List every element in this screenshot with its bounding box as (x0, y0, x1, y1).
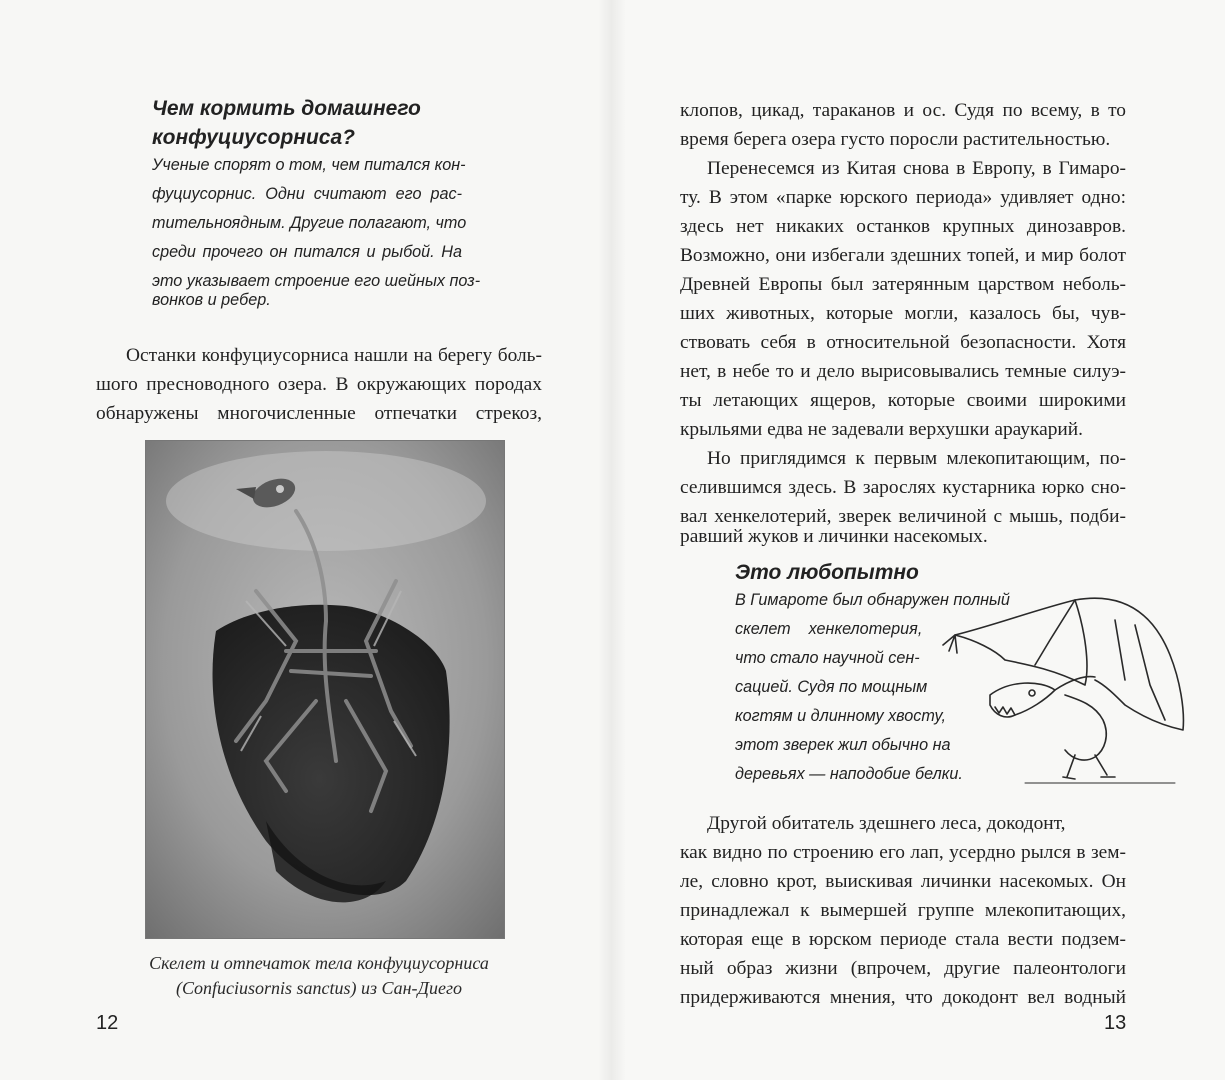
body-text-line: ших животных, которые могли, казалось бы, чув- (680, 303, 1126, 324)
body-text-line: обнаружены многочисленные отпечатки стрекоз, (96, 403, 542, 424)
pterosaur-drawing (935, 585, 1190, 790)
body-text-line: придерживаются мнения, что докодонт вел водный (680, 987, 1126, 1008)
sidebar-title-line-1: Чем кормить домашнего (152, 97, 421, 120)
sidebar-text-line: среди прочего он питался и рыбой. На (152, 243, 462, 261)
sidebar-text-line: сацией. Судя по мощным (735, 678, 928, 696)
figure-caption-line-2: (Confuciusornis sanctus) из Сан-Диего (175, 978, 463, 998)
body-text-line: ле, словно крот, выискивая личинки насекомых. Он (680, 871, 1126, 892)
body-text-line: Другой обитатель здешнего леса, докодонт, (707, 813, 1066, 834)
body-text-line: шого пресноводного озера. В окружающих породах (96, 374, 542, 395)
sidebar-text-line: вонков и ребер. (152, 291, 271, 309)
body-text-line: клопов, цикад, тараканов и ос. Судя по всему, в то (680, 100, 1126, 121)
body-text-line: как видно по строению его лап, усердно рылся в зем- (680, 842, 1126, 863)
sidebar-text-line: что стало научной сен- (735, 649, 920, 667)
sidebar-text-line: деревьях — наподобие белки. (735, 765, 963, 783)
body-text-line: нет, в небе то и дело вырисовывались темные силуэ- (680, 361, 1126, 382)
body-text-line: вал хенкелотерий, зверек величиной с мышь, подби- (680, 506, 1126, 527)
body-text-line: ты летающих ящеров, которые своими широкими (680, 390, 1126, 411)
sidebar-text-line: это указывает строение его шейных поз- (152, 272, 481, 290)
body-text-line: время берега озера густо поросли растительностью. (680, 129, 1111, 150)
sidebar-text-line: тительноядным. Другие полагают, что (152, 214, 467, 232)
body-text-line: Перенесемся из Китая снова в Европу, в Гимаро- (707, 158, 1126, 179)
body-text-line: селившимся здесь. В зарослях кустарника юрко сно- (680, 477, 1126, 498)
body-text-line: Останки конфуциусорниса нашли на берегу боль- (126, 345, 542, 366)
sidebar-text-line: когтям и длинному хвосту, (735, 707, 946, 725)
body-text-line: здесь нет никаких останков крупных динозавров. (680, 216, 1126, 237)
sidebar-title-line-2: конфуциусорниса? (152, 126, 355, 149)
figure-caption-line-1: Скелет и отпечаток тела конфуциусорниса (149, 953, 489, 973)
body-text-line: Но приглядимся к первым млекопитающим, по- (707, 448, 1126, 469)
sidebar-title: Это любопытно (735, 561, 919, 584)
body-text-line: ту. В этом «парке юрского периода» удивляет одно: (680, 187, 1126, 208)
sidebar-text-line: этот зверек жил обычно на (735, 736, 951, 754)
page-number-right: 13 (1104, 1012, 1127, 1034)
body-text-line: ный образ жизни (впрочем, другие палеонтологи (680, 958, 1126, 979)
body-text-line: ствовать себя в относительной безопасности. Хотя (680, 332, 1126, 353)
body-text-line: крыльями едва не задевали верхушки араукарий. (680, 419, 1084, 440)
fossil-photo (145, 440, 505, 939)
body-text-line: Древней Европы был затерянным царством неболь- (680, 274, 1126, 295)
sidebar-text-line: В Гимароте был обнаружен полный (735, 591, 1010, 609)
sidebar-text-line: Ученые спорят о том, чем питался кон- (152, 156, 466, 174)
body-text-line: которая еще в юрском периоде стала вести подзем- (680, 929, 1126, 950)
sidebar-text-line: скелет хенкелотерия, (735, 620, 923, 638)
body-text-line: равший жуков и личинки насекомых. (680, 526, 988, 547)
body-text-line: принадлежал к вымершей группе млекопитающих, (680, 900, 1126, 921)
book-gutter (598, 0, 626, 1080)
page-number-left: 12 (96, 1012, 119, 1034)
body-text-line: Возможно, они избегали здешних топей, и мир болот (680, 245, 1126, 266)
sidebar-text-line: фуциусорнис. Одни считают его рас- (152, 185, 462, 203)
